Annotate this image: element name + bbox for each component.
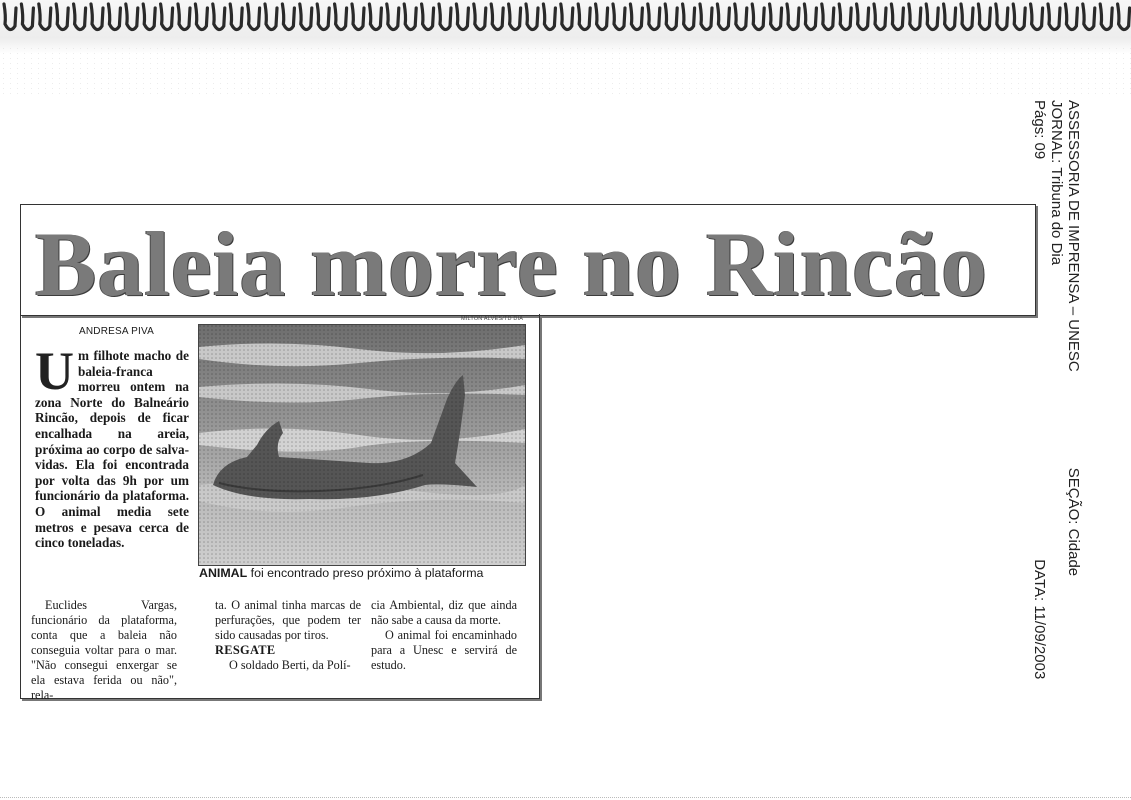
binder-ring [126, 4, 138, 30]
subhead-resgate: RESGATE [215, 643, 276, 657]
stamp-line-2 [1048, 100, 1065, 750]
binder-ring [543, 4, 555, 30]
binder-ring [1065, 4, 1077, 30]
binder-ring [4, 4, 16, 30]
binder-ring [352, 4, 364, 30]
binder-ring [787, 4, 799, 30]
stamp-org: ASSESSORIA DE IMPRENSA – UNESC [1065, 100, 1082, 372]
lead-text: m filhote macho de baleia-franca morreu ontem na zona Norte do Balneário Rincão, depois de ficar encalhada na areia, próxima ao corpo de salva-vidas. Ela foi encontrada por volta das 9h por um funcionário da plataforma. O animal media sete metros e pesava cerca de cinco toneladas. [35, 348, 189, 551]
headline: Baleia morre no Rincão [35, 213, 988, 315]
binder-ring [926, 4, 938, 30]
binder-ring [213, 4, 225, 30]
binder-ring [335, 4, 347, 30]
binder-ring [91, 4, 103, 30]
column-2 [215, 598, 361, 673]
binder-ring [456, 4, 468, 30]
stamp-line-1 [1065, 100, 1082, 750]
binder-ring [265, 4, 277, 30]
binder-ring [39, 4, 51, 30]
drop-cap: U [35, 341, 74, 401]
caption-text: foi encontrado preso próximo à plataforma [247, 566, 484, 580]
binder-ring [1118, 4, 1130, 30]
binder-ring [422, 4, 434, 30]
binder-ring [630, 4, 642, 30]
photo-caption [199, 566, 533, 580]
column-3-text-b: O animal foi encaminhado para a Unesc e servirá de estudo. [371, 628, 517, 672]
binder-ring [700, 4, 712, 30]
binder-ring [369, 4, 381, 30]
binder-ring [1031, 4, 1043, 30]
binder-ring [665, 4, 677, 30]
binder-ring [1083, 4, 1095, 30]
column-2-text-b: O soldado Berti, da Polí- [229, 658, 351, 672]
column-1 [31, 598, 177, 703]
binder-ring [248, 4, 260, 30]
stamp-data: DATA: 11/09/2003 [1031, 559, 1048, 680]
stamp-jornal: JORNAL: Tribuna do Dia [1048, 100, 1065, 266]
binder-ring [56, 4, 68, 30]
lead-paragraph [35, 341, 189, 551]
binder-ring [178, 4, 190, 30]
binder-ring [387, 4, 399, 30]
binder-ring [961, 4, 973, 30]
binder-ring [108, 4, 120, 30]
binder-ring [735, 4, 747, 30]
binder-ring [683, 4, 695, 30]
whale-photo-image [199, 325, 525, 565]
clipping-stamp [1031, 100, 1082, 750]
binder-ring [474, 4, 486, 30]
binder-ring [143, 4, 155, 30]
binder-ring [21, 4, 33, 30]
binder-ring [161, 4, 173, 30]
binder-ring [770, 4, 782, 30]
binder-ring [578, 4, 590, 30]
binder-ring [857, 4, 869, 30]
binder-ring [561, 4, 573, 30]
caption-lead: ANIMAL [199, 566, 248, 580]
binder-ring [282, 4, 294, 30]
binder-ring [717, 4, 729, 30]
column-1-text: Euclides Vargas, funcionário da plataforma, conta que a baleia não conseguia voltar para o mar. "Não consegui enxergar se ela estava ferida ou não", rela- [31, 598, 177, 702]
binder-ring [944, 4, 956, 30]
binder-ring [74, 4, 86, 30]
headline-box [20, 204, 1036, 316]
binder-ring [613, 4, 625, 30]
binder-ring [1100, 4, 1112, 30]
binder-ring [752, 4, 764, 30]
binder-ring [996, 4, 1008, 30]
binder-ring [909, 4, 921, 30]
scan-noise [0, 46, 1131, 96]
article-body [20, 314, 540, 702]
binder-ring [1013, 4, 1025, 30]
binder-ring [195, 4, 207, 30]
column-2-text: ta. O animal tinha marcas de perfurações, que podem ter sido causadas por tiros. [215, 598, 361, 642]
binder-ring [404, 4, 416, 30]
binder-ring [874, 4, 886, 30]
bottom-scan-line [0, 797, 1131, 798]
binder-ring [317, 4, 329, 30]
column-3-text-a: cia Ambiental, diz que ainda não sabe a causa da morte. [371, 598, 517, 627]
binder-ring [822, 4, 834, 30]
whale-photo [198, 324, 526, 566]
photo-credit: MILTON ALVES/TD DIA [461, 316, 524, 322]
binder-ring [648, 4, 660, 30]
stamp-secao: SEÇÃO: Cidade [1065, 467, 1082, 577]
binder-ring [1048, 4, 1060, 30]
binder-ring [978, 4, 990, 30]
binder-ring [509, 4, 521, 30]
stamp-pags: Págs: 09 [1031, 100, 1048, 160]
binder-ring [439, 4, 451, 30]
binder-ring [596, 4, 608, 30]
binder-ring [300, 4, 312, 30]
binder-ring [804, 4, 816, 30]
column-3 [371, 598, 517, 673]
binder-ring [891, 4, 903, 30]
byline: ANDRESA PIVA [79, 326, 155, 337]
binder-ring [230, 4, 242, 30]
binder-ring [491, 4, 503, 30]
newspaper-article [20, 204, 1038, 700]
binder-ring [526, 4, 538, 30]
binder-ring [839, 4, 851, 30]
